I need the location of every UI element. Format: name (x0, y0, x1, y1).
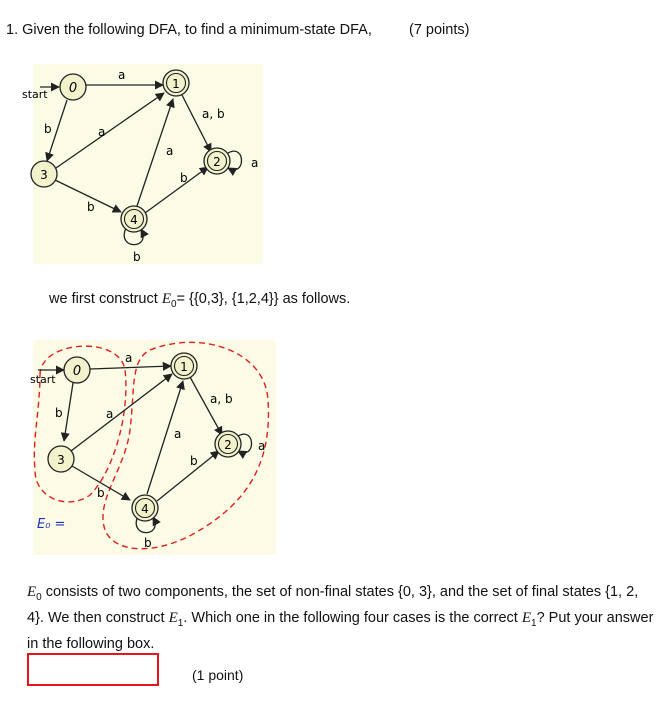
svg-text:1: 1 (172, 77, 180, 91)
dfa-2 (30, 342, 268, 550)
svg-text:a: a (258, 439, 266, 453)
svg-text:b: b (190, 454, 198, 468)
label-3-1: a (98, 125, 106, 139)
svg-text:b: b (55, 406, 63, 420)
label-3-4: b (87, 200, 95, 214)
answer-input-box[interactable] (27, 653, 159, 686)
svg-text:0: 0 (68, 81, 78, 96)
svg-text:2: 2 (224, 438, 232, 452)
svg-text:0: 0 (72, 364, 82, 379)
svg-text:2: 2 (213, 155, 221, 169)
question-title: 1. Given the following DFA, to find a minimum-state DFA, (6, 22, 372, 38)
label-1-2: a, b (202, 107, 225, 121)
start-label-2: start (30, 373, 56, 386)
svg-text:a: a (174, 427, 182, 441)
label-0-3: b (44, 122, 52, 136)
svg-text:a: a (125, 351, 133, 365)
question-points: (7 points) (409, 22, 470, 38)
svg-text:3: 3 (57, 453, 65, 467)
svg-text:b: b (144, 536, 152, 550)
label-4-2: b (180, 171, 188, 185)
svg-text:4: 4 (141, 502, 149, 516)
label-0-1: a (118, 68, 126, 82)
svg-text:a, b: a, b (210, 392, 233, 406)
label-2-2: a (251, 156, 259, 170)
svg-text:a: a (106, 407, 114, 421)
svg-text:4: 4 (130, 213, 138, 227)
answer-points: (1 point) (192, 667, 244, 683)
start-label: start (22, 88, 48, 101)
explanation-paragraph: $E_0$ consists of two components, the set of non-final states {0, 3}, and the set of final states {1, 2, 4}. We then construct $E_1$. Which one in the following four cases is the correct $E_1$? Put your answer in the following box. (27, 584, 654, 652)
label-4-1: a (166, 144, 174, 158)
svg-text:b: b (97, 486, 105, 500)
svg-text:3: 3 (40, 168, 48, 182)
svg-text:1: 1 (180, 360, 188, 374)
construction-line: we first construct $E_0= \{\{0,3\}$, {1,2,4}} as follows. (49, 291, 351, 310)
partition-label: E₀ = (37, 517, 66, 532)
label-4-4: b (133, 250, 141, 264)
